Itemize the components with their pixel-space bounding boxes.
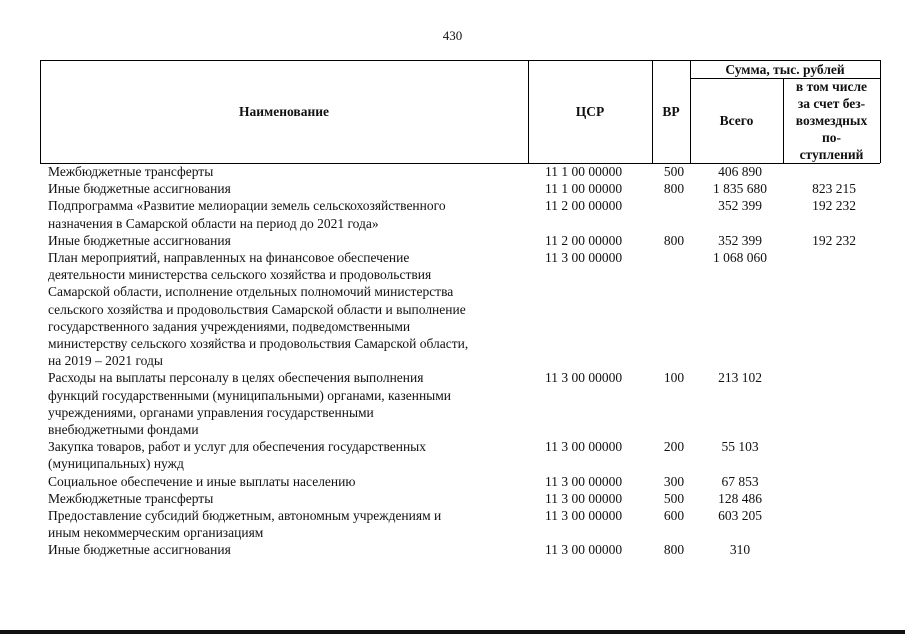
- row-csr: 11 2 00 00000: [545, 198, 623, 214]
- row-name-line: деятельности министерства сельского хозяйства и продовольствия: [48, 267, 432, 283]
- row-csr: 11 3 00 00000: [545, 542, 623, 558]
- header-including-line: в том числе: [795, 79, 868, 94]
- row-name: [48, 232, 524, 249]
- row-name-line: Предоставление субсидий бюджетным, автономным учреждениям и: [48, 508, 442, 523]
- row-name-line: План мероприятий, направленных на финансовое обеспечение: [48, 250, 410, 265]
- row-total: 406 890: [718, 164, 762, 179]
- row-name-line: иным некоммерческим организациям: [48, 525, 264, 541]
- row-total: 55 103: [721, 439, 759, 455]
- row-total: 310: [729, 542, 751, 558]
- row-name-line: Иные бюджетные ассигнования: [48, 542, 231, 558]
- row-name: [48, 490, 524, 507]
- row-name: [48, 163, 524, 180]
- row-name-line: государственного задания учреждениями, подведомственными: [48, 318, 411, 334]
- header-total: Всего: [719, 113, 754, 128]
- row-vr: 800: [663, 542, 685, 558]
- row-total: 603 205: [718, 508, 762, 523]
- row-name: [48, 473, 524, 490]
- row-name: [48, 369, 524, 438]
- row-name: [48, 507, 524, 541]
- row-csr: 11 2 00 00000: [545, 232, 623, 248]
- row-name: [48, 541, 524, 558]
- row-vr: 200: [663, 439, 685, 455]
- row-csr: 11 3 00 00000: [545, 473, 623, 489]
- row-vr: 600: [663, 508, 685, 523]
- row-name: [48, 180, 524, 197]
- row-name-line: Расходы на выплаты персоналу в целях обеспечения выполнения: [48, 370, 424, 386]
- row-vr: 800: [663, 232, 685, 248]
- row-name-line: Закупка товаров, работ и услуг для обеспечения государственных: [48, 439, 427, 455]
- row-name-line: Социальное обеспечение и иные выплаты населению: [48, 473, 356, 489]
- row-name-line: Межбюджетные трансферты: [48, 490, 214, 506]
- row-name-line: (муниципальных) нужд: [48, 456, 184, 472]
- row-total: 128 486: [718, 490, 762, 506]
- row-total: 352 399: [718, 198, 762, 214]
- header-including-line: ступлений: [799, 147, 864, 162]
- row-name-line: сельского хозяйства и продовольствия Самарской области и выполнение: [48, 301, 466, 317]
- row-vr: 800: [663, 181, 685, 197]
- row-name-line: учреждениями, органами управления государственными: [48, 404, 374, 420]
- row-name-line: на 2019 – 2021 годы: [48, 353, 163, 369]
- row-name: [48, 438, 524, 472]
- header-name: Наименование: [239, 104, 329, 119]
- row-total: 213 102: [718, 370, 762, 386]
- col-border-right: [880, 60, 881, 163]
- row-name-line: Иные бюджетные ассигнования: [48, 181, 231, 197]
- row-total: 67 853: [721, 473, 759, 489]
- row-name: [48, 249, 524, 369]
- row-csr: 11 3 00 00000: [545, 250, 623, 265]
- header-including-line: за счет без-: [797, 96, 866, 111]
- row-name-line: функций государственными (муниципальными) органами, казенными: [48, 387, 452, 403]
- row-total: 1 835 680: [713, 181, 767, 197]
- row-csr: 11 3 00 00000: [545, 370, 623, 386]
- row-csr: 11 3 00 00000: [545, 490, 623, 506]
- row-vr: 500: [663, 490, 685, 506]
- header-vr: ВР: [662, 104, 680, 119]
- bottom-rule: [0, 630, 905, 634]
- page-number: 430: [442, 28, 463, 43]
- row-csr: 11 1 00 00000: [545, 164, 623, 179]
- row-total: 352 399: [718, 232, 762, 248]
- row-vr: 100: [663, 370, 685, 386]
- row-csr: 11 1 00 00000: [545, 181, 623, 197]
- row-name-line: Самарской области, исполнение отдельных полномочий министерства: [48, 284, 454, 300]
- row-vr: 300: [663, 473, 685, 489]
- row-name-line: Межбюджетные трансферты: [48, 164, 214, 179]
- row-including: 192 232: [812, 232, 856, 248]
- row-including: 192 232: [812, 198, 856, 214]
- row-name-line: Иные бюджетные ассигнования: [48, 232, 231, 248]
- row-name-line: внебюджетными фондами: [48, 422, 199, 437]
- row-vr: 500: [663, 164, 685, 179]
- row-csr: 11 3 00 00000: [545, 508, 623, 523]
- row-name-line: министерству сельского хозяйства и продовольствия Самарской области,: [48, 336, 469, 352]
- row-name: [48, 197, 524, 231]
- row-name-line: Подпрограмма «Развитие мелиорации земель сельскохозяйственного: [48, 198, 446, 214]
- row-including: 823 215: [812, 181, 856, 197]
- header-including: [783, 78, 880, 163]
- header-including-line: возмездных: [795, 113, 868, 128]
- row-name-line: назначения в Самарской области на период до 2021 года»: [48, 215, 379, 231]
- header-including-line: по-: [821, 130, 842, 145]
- header-sum: Сумма, тыс. рублей: [725, 62, 845, 77]
- row-csr: 11 3 00 00000: [545, 439, 623, 455]
- row-total: 1 068 060: [713, 250, 767, 265]
- header-csr: ЦСР: [575, 104, 605, 119]
